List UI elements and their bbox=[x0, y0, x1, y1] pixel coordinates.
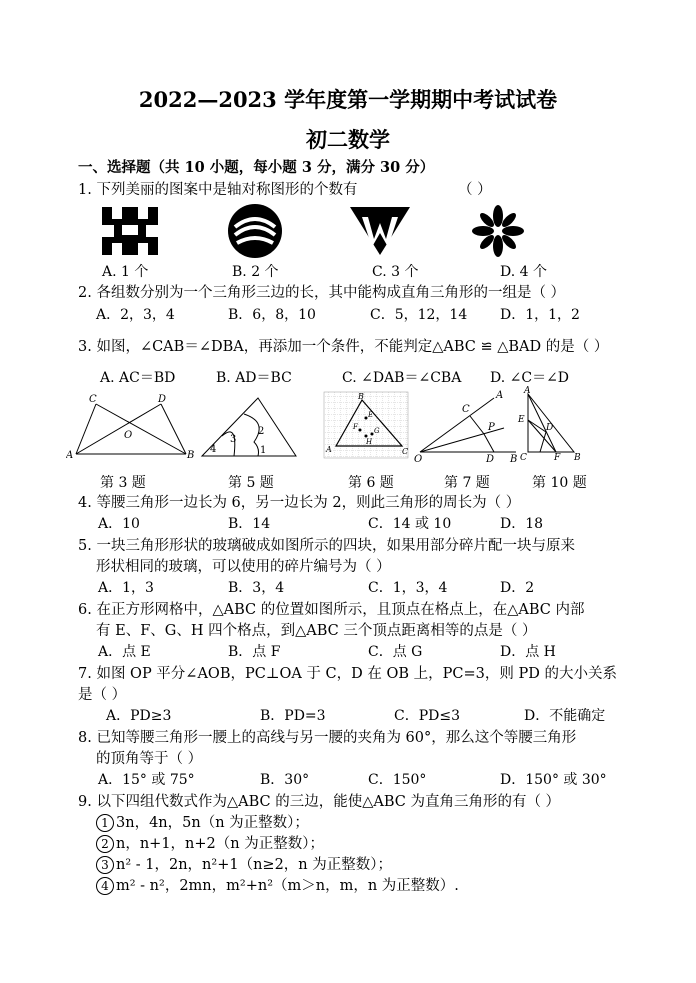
q6-option-b: B．点 F bbox=[228, 644, 281, 660]
f10-label-f: F bbox=[554, 453, 561, 462]
q4-text: 4. 等腰三角形一边长为 6，另一边长为 2，则此三角形的周长为（ ） bbox=[78, 495, 521, 511]
q9-item-3-text: n² - 1，2n，n²+1（n≥2，n 为正整数）； bbox=[116, 857, 392, 873]
q7-line1: 7. 如图 OP 平分∠AOB，PC⊥OA 于 C，D 在 OB 上，PC=3，则 PD 的大小关系 bbox=[78, 666, 617, 682]
pattern-circle-logo-icon bbox=[225, 203, 285, 259]
q5-option-c: C．1，3，4 bbox=[368, 580, 448, 596]
exam-subtitle: 初二数学 bbox=[306, 127, 390, 152]
q6-line2: 有 E、F、G、H 四个格点，到△ABC 三个顶点距离相等的点是（ ） bbox=[96, 623, 537, 639]
q5-option-d: D．2 bbox=[500, 580, 535, 596]
f6-label-h: H bbox=[366, 438, 373, 446]
q7-option-d: D．不能确定 bbox=[524, 708, 606, 724]
q3-option-c: C. ∠DAB＝∠CBA bbox=[342, 370, 462, 386]
q8-option-c: C．150° bbox=[368, 772, 427, 788]
pattern-block-icon bbox=[100, 205, 160, 257]
q5-option-b: B．3，4 bbox=[228, 580, 285, 596]
q4-option-a: A．10 bbox=[98, 516, 140, 532]
q6-option-d: D．点 H bbox=[500, 644, 556, 660]
q2-option-c: C．5，12，14 bbox=[370, 307, 468, 323]
q9-item-4 bbox=[96, 876, 459, 896]
f7-label-b: B bbox=[510, 454, 518, 462]
f3-label-c: C bbox=[89, 394, 97, 405]
section-heading: 一、选择题（共 10 小题，每小题 3 分，满分 30 分） bbox=[78, 159, 435, 176]
f7-label-o: O bbox=[414, 454, 423, 462]
caption-fig10: 第 10 题 bbox=[532, 475, 587, 491]
f10-label-e: E bbox=[518, 415, 525, 425]
caption-fig6: 第 6 题 bbox=[348, 475, 394, 491]
f5-label-3: 3 bbox=[230, 434, 237, 445]
q5-line1: 5. 一块三角形形状的玻璃破成如图所示的四块，如果用部分碎片配一块与原来 bbox=[78, 538, 575, 554]
q2-option-d: D．1，1，2 bbox=[500, 307, 580, 323]
q1-option-d: D. 4 个 bbox=[500, 264, 547, 280]
figure-q6-grid bbox=[322, 390, 412, 462]
f6-label-c: C bbox=[402, 447, 409, 456]
f10-label-b: B bbox=[574, 453, 581, 462]
pattern-triangle-w-icon bbox=[348, 205, 412, 257]
q9-item-2-text: n，n+1，n+2（n 为正整数）； bbox=[116, 836, 324, 852]
q8-option-b: B．30° bbox=[260, 772, 310, 788]
q1-text: 1. 下列美丽的图案中是轴对称图形的个数有 bbox=[78, 182, 358, 198]
figure-q5 bbox=[198, 392, 300, 462]
q7-line2: 是（ ） bbox=[78, 687, 127, 703]
f7-label-d: D bbox=[486, 454, 495, 462]
figure-q3 bbox=[66, 392, 196, 462]
q9-item-3 bbox=[96, 855, 392, 875]
f5-label-1: 1 bbox=[260, 445, 267, 456]
q1-option-c: C. 3 个 bbox=[372, 264, 419, 280]
q8-option-a: A．15° 或 75° bbox=[98, 772, 195, 788]
q3-option-d: D. ∠C＝∠D bbox=[490, 370, 570, 386]
q9-text: 9. 以下四组代数式作为△ABC 的三边，能使△ABC 为直角三角形的有（ ） bbox=[78, 794, 561, 810]
f7-label-c: C bbox=[462, 404, 470, 415]
q1-answer-paren: （ ） bbox=[458, 182, 492, 198]
q6-option-a: A．点 E bbox=[98, 644, 151, 660]
q1-option-b: B. 2 个 bbox=[232, 264, 279, 280]
q6-line1: 6. 在正方形网格中，△ABC 的位置如图所示，且顶点在格点上，在△ABC 内部 bbox=[78, 602, 585, 618]
f3-label-a: A bbox=[66, 450, 74, 461]
figure-q7 bbox=[412, 386, 522, 462]
q5-line2: 形状相同的玻璃，可以使用的碎片编号为（ ） bbox=[96, 559, 391, 575]
q9-item-4-text: m² - n²，2mn，m²+n²（m＞n，m，n 为正整数）. bbox=[116, 878, 459, 894]
q8-line1: 8. 已知等腰三角形一腰上的高线与另一腰的夹角为 60°，那么这个等腰三角形 bbox=[78, 730, 577, 746]
q9-item-2 bbox=[96, 834, 324, 854]
q9-item-4-num: 4 bbox=[96, 877, 114, 895]
f10-label-d: D bbox=[546, 423, 554, 433]
q8-option-d: D．150° 或 30° bbox=[500, 772, 607, 788]
f6-label-b: B bbox=[358, 392, 364, 401]
q2-text: 2. 各组数分别为一个三角形三边的长，其中能构成直角三角形的一组是（ ） bbox=[78, 285, 566, 301]
q7-option-b: B．PD=3 bbox=[260, 708, 326, 724]
q9-item-1-text: 3n，4n，5n（n 为正整数）； bbox=[116, 815, 309, 831]
q8-line2: 的顶角等于（ ） bbox=[96, 751, 203, 767]
figure-q10 bbox=[516, 386, 586, 462]
f3-label-o: O bbox=[124, 430, 133, 441]
f7-label-p: P bbox=[488, 422, 495, 433]
f6-label-e: E bbox=[368, 411, 374, 419]
f5-label-4: 4 bbox=[210, 444, 217, 455]
f7-label-a: A bbox=[496, 390, 504, 401]
f6-label-g: G bbox=[374, 427, 380, 435]
f6-label-f: F bbox=[353, 423, 358, 431]
q4-option-c: C．14 或 10 bbox=[368, 516, 452, 532]
q3-option-b: B. AD＝BC bbox=[216, 370, 292, 386]
q9-item-1 bbox=[96, 813, 309, 833]
f6-label-a: A bbox=[326, 445, 332, 454]
caption-fig5: 第 5 题 bbox=[228, 475, 274, 491]
q7-option-a: A．PD≥3 bbox=[106, 708, 172, 724]
caption-fig7: 第 7 题 bbox=[444, 475, 490, 491]
q5-option-a: A．1，3 bbox=[98, 580, 154, 596]
q4-option-d: D．18 bbox=[500, 516, 544, 532]
caption-fig3: 第 3 题 bbox=[100, 475, 146, 491]
q7-option-c: C．PD≤3 bbox=[394, 708, 460, 724]
pattern-flower-icon bbox=[468, 203, 528, 259]
f10-label-a: A bbox=[524, 386, 531, 396]
q9-item-3-num: 3 bbox=[96, 856, 114, 874]
q2-option-b: B．6，8，10 bbox=[228, 307, 316, 323]
f3-label-d: D bbox=[158, 394, 167, 405]
q3-option-a: A. AC＝BD bbox=[100, 370, 176, 386]
q2-option-a: A．2，3，4 bbox=[96, 307, 175, 323]
f3-label-b: B bbox=[187, 450, 195, 461]
f5-label-2: 2 bbox=[258, 426, 265, 437]
q3-text: 3. 如图，∠CAB＝∠DBA，再添加一个条件，不能判定△ABC ≌ △BAD 的是（ ） bbox=[78, 339, 609, 355]
q9-item-2-num: 2 bbox=[96, 835, 114, 853]
q4-option-b: B．14 bbox=[228, 516, 271, 532]
exam-title: 2022—2023 学年度第一学期期中考试试卷 bbox=[138, 87, 558, 112]
q9-item-1-num: 1 bbox=[96, 814, 114, 832]
q1-option-a: A. 1 个 bbox=[102, 264, 149, 280]
f10-label-c: C bbox=[520, 453, 527, 462]
q6-option-c: C．点 G bbox=[368, 644, 423, 660]
